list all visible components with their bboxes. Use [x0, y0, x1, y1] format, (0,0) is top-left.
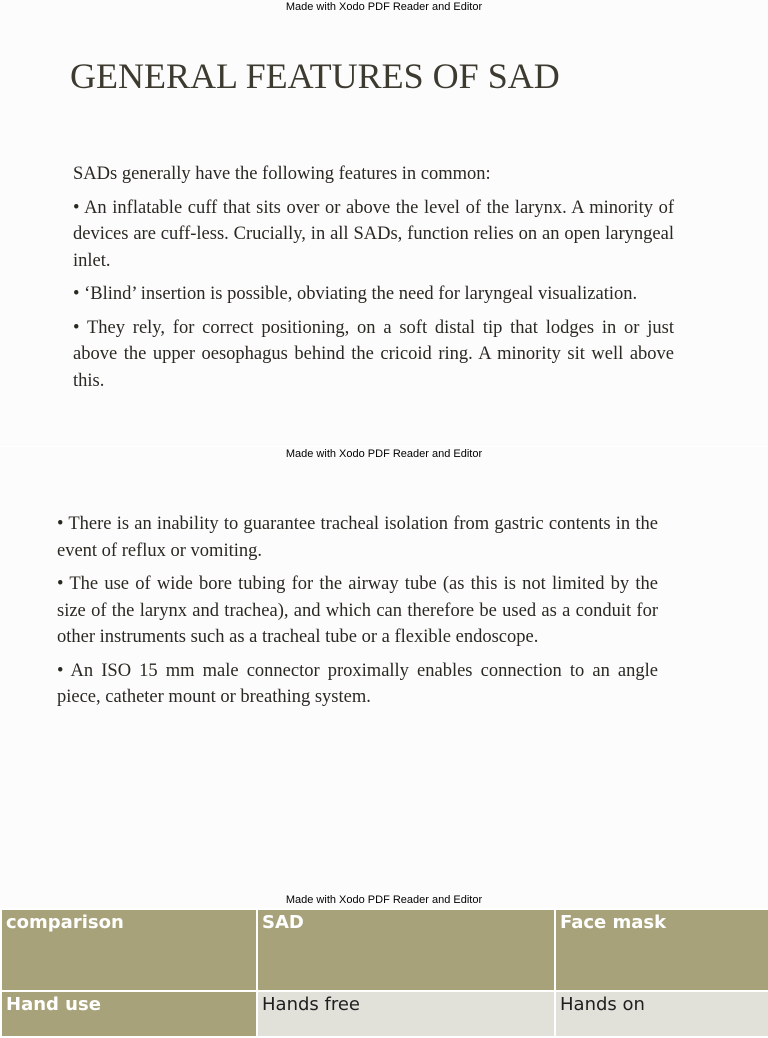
bullet-item: • An ISO 15 mm male connector proximally enables connection to an angle piece, catheter mount or breathing system.: [57, 660, 658, 707]
watermark-text: Made with Xodo PDF Reader and Editor: [285, 894, 483, 906]
table-header-cell: comparison: [1, 909, 257, 991]
table-cell: Hands free: [257, 991, 555, 1037]
bullet-item: • The use of wide bore tubing for the airway tube (as this is not limited by the size of the larynx and trachea), and which can therefore be used as a conduit for other instruments such as a tracheal tube or a flexible endoscope.: [57, 574, 658, 647]
bullet-item: • An inflatable cuff that sits over or above the level of the larynx. A minority of devices are cuff-less. Crucially, in all SADs, function relies on an open laryngeal inlet.: [73, 197, 674, 271]
bullet-item: • They rely, for correct positioning, on a soft distal tip that lodges in or just above the upper oesophagus behind the cricoid ring. A minority sit well above this.: [73, 317, 674, 391]
watermark-text: Made with Xodo PDF Reader and Editor: [285, 448, 483, 460]
table-cell: Hands on: [555, 991, 768, 1037]
pdf-page-1: [0, 0, 768, 446]
page-title: GENERAL FEATURES OF SAD: [70, 56, 560, 96]
table-header-row: [1, 909, 768, 991]
comparison-table: [0, 908, 768, 1038]
watermark-text: Made with Xodo PDF Reader and Editor: [285, 1, 483, 13]
table-header-cell: SAD: [257, 909, 555, 991]
table-row: [1, 991, 768, 1037]
bullet-item: • ‘Blind’ insertion is possible, obviating the need for laryngeal visualization.: [73, 284, 638, 304]
table-row-header-cell: Hand use: [1, 991, 257, 1037]
features-list-continued: [51, 511, 658, 718]
intro-paragraph: SADs generally have the following features in common:: [73, 164, 491, 184]
bullet-item: • There is an inability to guarantee tracheal isolation from gastric contents in the event of reflux or vomiting.: [57, 514, 658, 561]
features-list: [67, 161, 674, 401]
table-header-cell: Face mask: [555, 909, 768, 991]
